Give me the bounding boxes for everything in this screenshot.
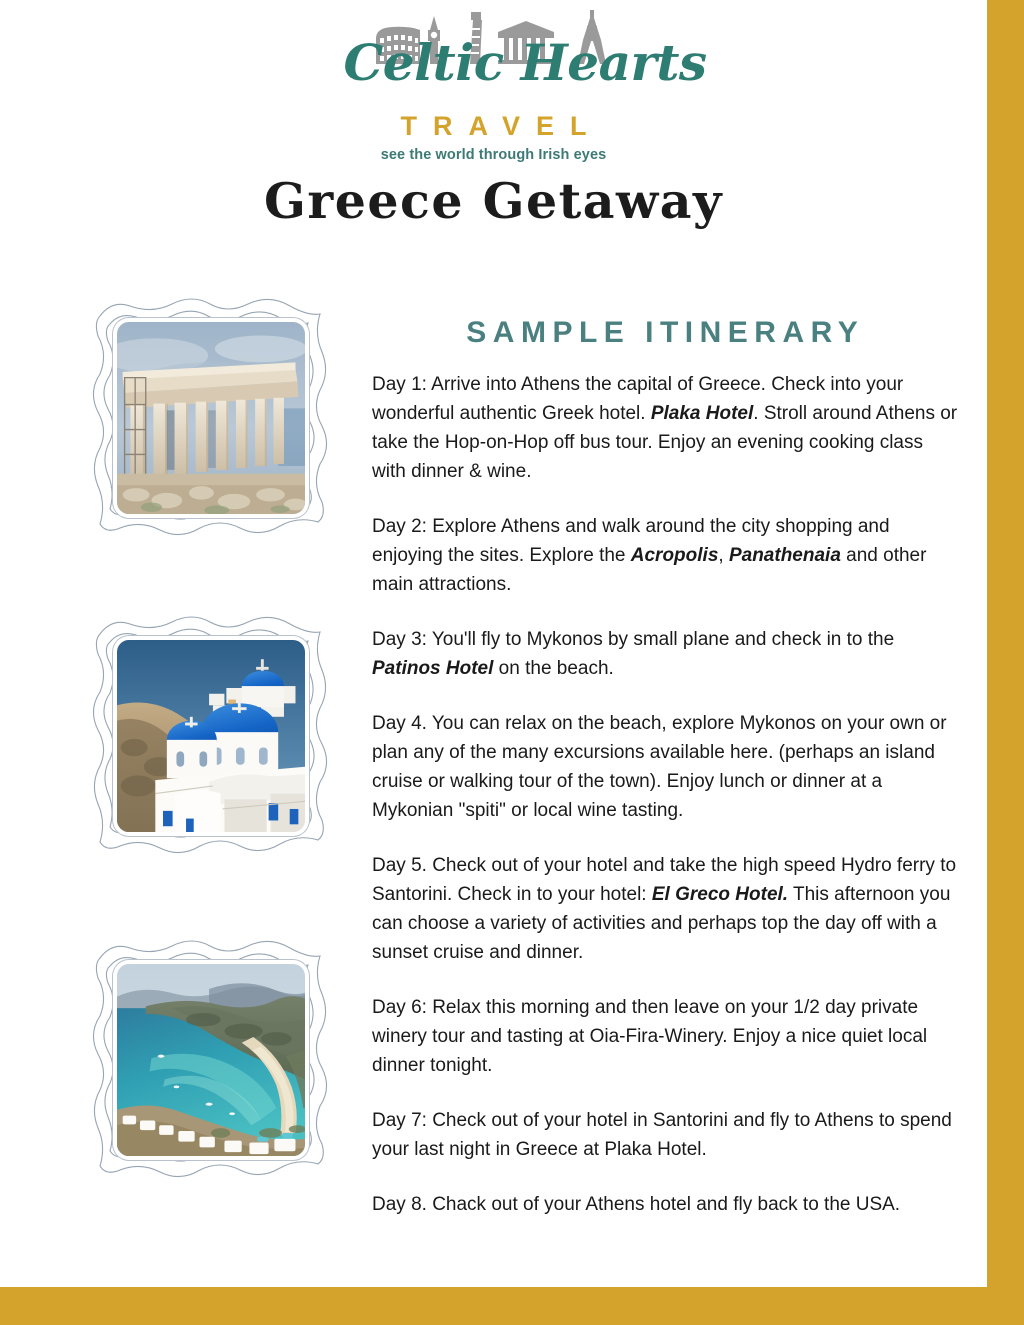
parthenon-acropolis-athens-photo [117, 322, 305, 514]
itinerary-heading: SAMPLE ITINERARY [466, 316, 865, 349]
itinerary-text: Day 5. Check out of your hotel and take the high speed Hydro ferry to Santorini. Check in to your hotel: [372, 855, 957, 905]
itinerary-text: Day 2: Explore Athens and walk around the city shopping and enjoying the sites. Explore the [372, 516, 890, 566]
itinerary-day-paragraph [372, 709, 958, 825]
gold-border-right [987, 0, 1024, 1287]
photo-frame-mykonos-beach [82, 932, 338, 1188]
itinerary-body [372, 370, 958, 1219]
itinerary-text: and other main attractions. [372, 545, 927, 595]
santorini-blue-domed-churches-photo [117, 640, 305, 832]
itinerary-day-paragraph [372, 993, 958, 1080]
itinerary-emphasis-text: Acropolis [630, 545, 719, 566]
itinerary-text: on the beach. [493, 658, 614, 679]
itinerary-day-paragraph [372, 370, 958, 486]
brand-script-name: Celtic Hearts [343, 33, 707, 92]
itinerary-day-paragraph [372, 625, 958, 683]
photo-frame-santorini [82, 608, 338, 864]
brand-tagline: see the world through Irish eyes [380, 147, 607, 163]
itinerary-text: , [718, 545, 729, 566]
itinerary-text: Day 3: You'll fly to Mykonos by small plane and check in to the [372, 629, 895, 650]
itinerary-text: Day 1: Arrive into Athens the capital of Greece. Check into your wonderful authentic Greek hotel. [372, 374, 904, 424]
mykonos-beach-bay-aerial-photo [117, 964, 305, 1156]
itinerary-text: Day 4. You can relax on the beach, explore Mykonos on your own or plan any of the many excursions available here. (perhaps an island cruise or walking tour of the town). Enjoy lunch or dinner at a Mykonian "spiti" or local wine tasting. [372, 713, 947, 821]
gold-border-bottom [0, 1287, 1024, 1325]
brand-travel-word: TRAVEL [400, 111, 603, 141]
photo-frame-parthenon [82, 290, 338, 546]
itinerary-emphasis-text: Plaka Hotel [650, 403, 754, 424]
itinerary-emphasis-text: El Greco Hotel. [651, 884, 789, 905]
itinerary-text: Day 7: Check out of your hotel in Santorini and fly to Athens to spend your last night in Greece at Plaka Hotel. [372, 1110, 952, 1160]
itinerary-text: . Stroll around Athens or take the Hop-on-Hop off bus tour. Enjoy an evening cooking class with dinner & wine. [372, 403, 958, 482]
itinerary-text: This afternoon you can choose a variety of activities and perhaps top the day off with a sunset cruise and dinner. [372, 884, 951, 963]
brand-logo [0, 8, 987, 173]
itinerary-emphasis-text: Patinos Hotel [372, 658, 494, 679]
page-title: Greece Getaway [264, 172, 723, 230]
itinerary-day-paragraph [372, 851, 958, 967]
itinerary-day-paragraph [372, 1106, 958, 1164]
itinerary-emphasis-text: Panathenaia [728, 545, 841, 566]
itinerary-day-paragraph [372, 512, 958, 599]
itinerary-text: Day 6: Relax this morning and then leave on your 1/2 day private winery tour and tasting at Oia-Fira-Winery. Enjoy a nice quiet local dinner tonight. [372, 997, 928, 1076]
itinerary-text: Day 8. Chack out of your Athens hotel and fly back to the USA. [372, 1194, 901, 1215]
itinerary-day-paragraph [372, 1190, 958, 1219]
